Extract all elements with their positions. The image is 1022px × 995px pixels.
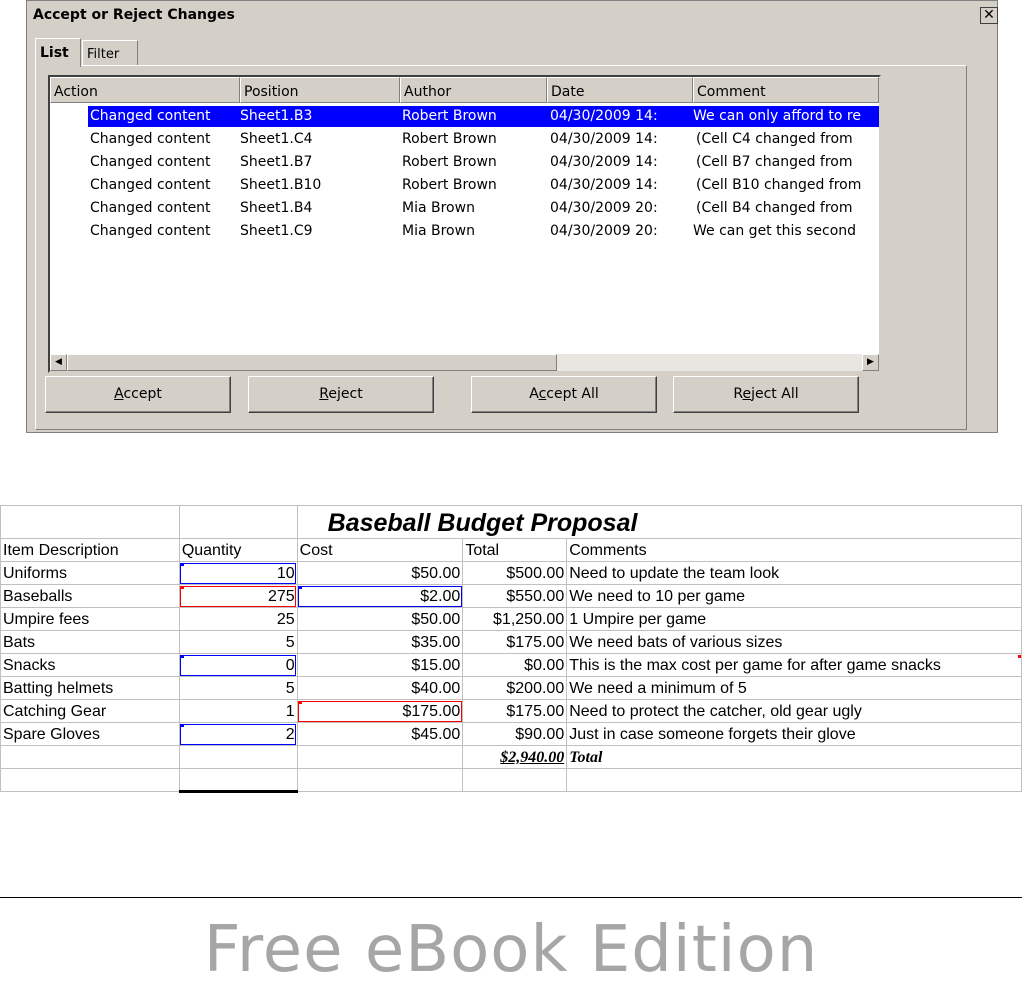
row-date: 04/30/2009 14: — [550, 177, 658, 193]
change-marker — [181, 655, 184, 658]
cost-cell[interactable]: $15.00 — [297, 654, 463, 677]
row-comment: We can only afford to re — [693, 108, 861, 124]
total-cell[interactable]: $90.00 — [463, 723, 567, 746]
cost-cell-changed[interactable]: $2.00 — [297, 585, 463, 608]
item-cell[interactable]: Uniforms — [1, 562, 180, 585]
dialog-title: Accept or Reject Changes — [33, 7, 235, 23]
row-date: 04/30/2009 14: — [550, 108, 658, 124]
cost-cell[interactable]: $50.00 — [297, 562, 463, 585]
table-row — [1, 700, 1022, 723]
item-cell[interactable]: Spare Gloves — [1, 723, 180, 746]
total-cell[interactable]: $1,250.00 — [463, 608, 567, 631]
cell[interactable] — [297, 769, 463, 792]
table-row — [1, 723, 1022, 746]
row-author: Mia Brown — [402, 223, 475, 239]
cost-cell[interactable]: $50.00 — [297, 608, 463, 631]
column-header-date[interactable]: Date — [547, 77, 693, 103]
item-cell[interactable]: Umpire fees — [1, 608, 180, 631]
comment-cell[interactable]: We need to 10 per game — [567, 585, 1022, 608]
cost-cell[interactable]: $35.00 — [297, 631, 463, 654]
total-cell[interactable]: $200.00 — [463, 677, 567, 700]
item-cell[interactable]: Snacks — [1, 654, 180, 677]
row-author: Mia Brown — [402, 200, 475, 216]
total-cell[interactable]: $0.00 — [463, 654, 567, 677]
qty-cell-changed[interactable]: 275 — [179, 585, 297, 608]
row-action: Changed content — [90, 223, 211, 239]
list-row[interactable] — [50, 220, 879, 243]
total-cell[interactable]: $500.00 — [463, 562, 567, 585]
horizontal-scrollbar[interactable] — [50, 354, 879, 371]
qty-cell-changed[interactable]: 2 — [179, 723, 297, 746]
cell[interactable] — [567, 769, 1022, 792]
row-comment: We can get this second — [693, 223, 857, 239]
row-comment: (Cell C4 changed from — [696, 131, 853, 147]
table-row — [1, 585, 1022, 608]
item-cell[interactable]: Baseballs — [1, 585, 180, 608]
budget-spreadsheet — [0, 505, 1022, 818]
change-marker — [299, 701, 302, 704]
row-position: Sheet1.B10 — [240, 177, 322, 193]
accept-reject-dialog — [26, 0, 998, 433]
header-total[interactable]: Total — [463, 539, 567, 562]
row-action: Changed content — [90, 154, 211, 170]
change-marker — [181, 724, 184, 727]
column-header-author[interactable]: Author — [400, 77, 547, 103]
change-marker — [181, 563, 184, 566]
list-row[interactable] — [50, 105, 879, 128]
cost-cell-changed[interactable]: $175.00 — [297, 700, 463, 723]
header-row — [1, 539, 1022, 562]
tab-filter[interactable]: Filter — [82, 40, 138, 65]
header-cost[interactable]: Cost — [297, 539, 463, 562]
sheet-title-cell[interactable] — [297, 506, 1021, 539]
comment-cell[interactable]: 1 Umpire per game — [567, 608, 1022, 631]
row-action: Changed content — [90, 108, 211, 124]
table-row — [1, 769, 1022, 792]
row-author: Robert Brown — [402, 177, 497, 193]
row-action: Changed content — [90, 200, 211, 216]
row-date: 04/30/2009 20: — [550, 223, 658, 239]
row-author: Robert Brown — [402, 131, 497, 147]
grand-total-label[interactable]: Total — [567, 746, 1022, 769]
qty-cell[interactable]: 5 — [179, 631, 297, 654]
table-row — [1, 562, 1022, 585]
cell[interactable] — [179, 746, 297, 769]
total-cell[interactable]: $175.00 — [463, 631, 567, 654]
comment-cell[interactable]: We need bats of various sizes — [567, 631, 1022, 654]
cost-cell[interactable]: $40.00 — [297, 677, 463, 700]
comment-marker — [1018, 655, 1021, 658]
cell[interactable] — [297, 746, 463, 769]
row-position: Sheet1.B3 — [240, 108, 313, 124]
cell[interactable] — [1, 769, 180, 792]
comment-cell[interactable]: Need to update the team look — [567, 562, 1022, 585]
total-row — [1, 746, 1022, 769]
sheet-title: Baseball Budget Proposal — [327, 509, 638, 537]
grand-total[interactable]: $2,940.00 — [463, 746, 567, 769]
row-date: 04/30/2009 20: — [550, 200, 658, 216]
row-author: Robert Brown — [402, 154, 497, 170]
changes-list[interactable] — [48, 75, 881, 373]
row-position: Sheet1.C9 — [240, 223, 313, 239]
row-action: Changed content — [90, 177, 211, 193]
table-row — [1, 506, 1022, 539]
comment-cell[interactable]: This is the max cost per game for after game snacks — [567, 654, 1022, 677]
list-row[interactable] — [50, 174, 879, 197]
scroll-left-icon[interactable]: ◀ — [50, 354, 67, 371]
qty-cell-changed[interactable]: 0 — [179, 654, 297, 677]
column-header-position[interactable]: Position — [240, 77, 400, 103]
cost-cell[interactable]: $45.00 — [297, 723, 463, 746]
change-marker — [299, 586, 302, 589]
item-cell[interactable]: Bats — [1, 631, 180, 654]
cell[interactable] — [1, 506, 180, 539]
scrollbar-thumb[interactable] — [67, 354, 557, 371]
row-date: 04/30/2009 14: — [550, 154, 658, 170]
divider — [0, 897, 1022, 898]
close-button[interactable]: ✕ — [980, 7, 998, 24]
row-comment: (Cell B4 changed from — [696, 200, 853, 216]
reject-button[interactable]: Reject — [248, 376, 434, 413]
row-position: Sheet1.B7 — [240, 154, 313, 170]
comment-cell[interactable]: Need to protect the catcher, old gear ugly — [567, 700, 1022, 723]
accept-button[interactable]: Accept — [45, 376, 231, 413]
item-cell[interactable]: Batting helmets — [1, 677, 180, 700]
cell[interactable] — [179, 506, 297, 539]
header-item[interactable]: Item Description — [1, 539, 180, 562]
comment-cell[interactable]: Just in case someone forgets their glove — [567, 723, 1022, 746]
row-author: Robert Brown — [402, 108, 497, 124]
table-row — [1, 677, 1022, 700]
table-row — [1, 654, 1022, 677]
list-row[interactable] — [50, 128, 879, 151]
list-row[interactable] — [50, 151, 879, 174]
budget-table — [0, 505, 1022, 793]
scroll-right-icon[interactable]: ▶ — [862, 354, 879, 371]
table-row — [1, 631, 1022, 654]
list-row[interactable] — [50, 197, 879, 220]
total-cell[interactable]: $550.00 — [463, 585, 567, 608]
tab-list[interactable]: List — [35, 38, 81, 67]
reject-all-button[interactable]: Reject All — [673, 376, 859, 413]
column-header-action[interactable]: Action — [50, 77, 240, 103]
comment-cell[interactable]: We need a minimum of 5 — [567, 677, 1022, 700]
table-row — [1, 608, 1022, 631]
list-header — [50, 77, 879, 103]
change-marker — [181, 586, 184, 589]
qty-cell[interactable]: 1 — [179, 700, 297, 723]
qty-cell-changed[interactable]: 10 — [179, 562, 297, 585]
qty-cell[interactable]: 5 — [179, 677, 297, 700]
row-date: 04/30/2009 14: — [550, 131, 658, 147]
row-position: Sheet1.B4 — [240, 200, 313, 216]
accept-all-button[interactable]: Accept All — [471, 376, 657, 413]
header-comments[interactable]: Comments — [567, 539, 1022, 562]
row-action: Changed content — [90, 131, 211, 147]
column-header-comment[interactable]: Comment — [693, 77, 879, 103]
cell[interactable] — [1, 746, 180, 769]
row-comment: (Cell B10 changed from — [696, 177, 862, 193]
item-cell[interactable]: Catching Gear — [1, 700, 180, 723]
total-cell[interactable]: $175.00 — [463, 700, 567, 723]
qty-cell[interactable]: 25 — [179, 608, 297, 631]
footer-watermark: Free eBook Edition — [203, 913, 819, 987]
row-comment: (Cell B7 changed from — [696, 154, 853, 170]
selected-cell[interactable] — [179, 769, 297, 792]
header-quantity[interactable]: Quantity — [179, 539, 297, 562]
row-position: Sheet1.C4 — [240, 131, 313, 147]
cell[interactable] — [463, 769, 567, 792]
